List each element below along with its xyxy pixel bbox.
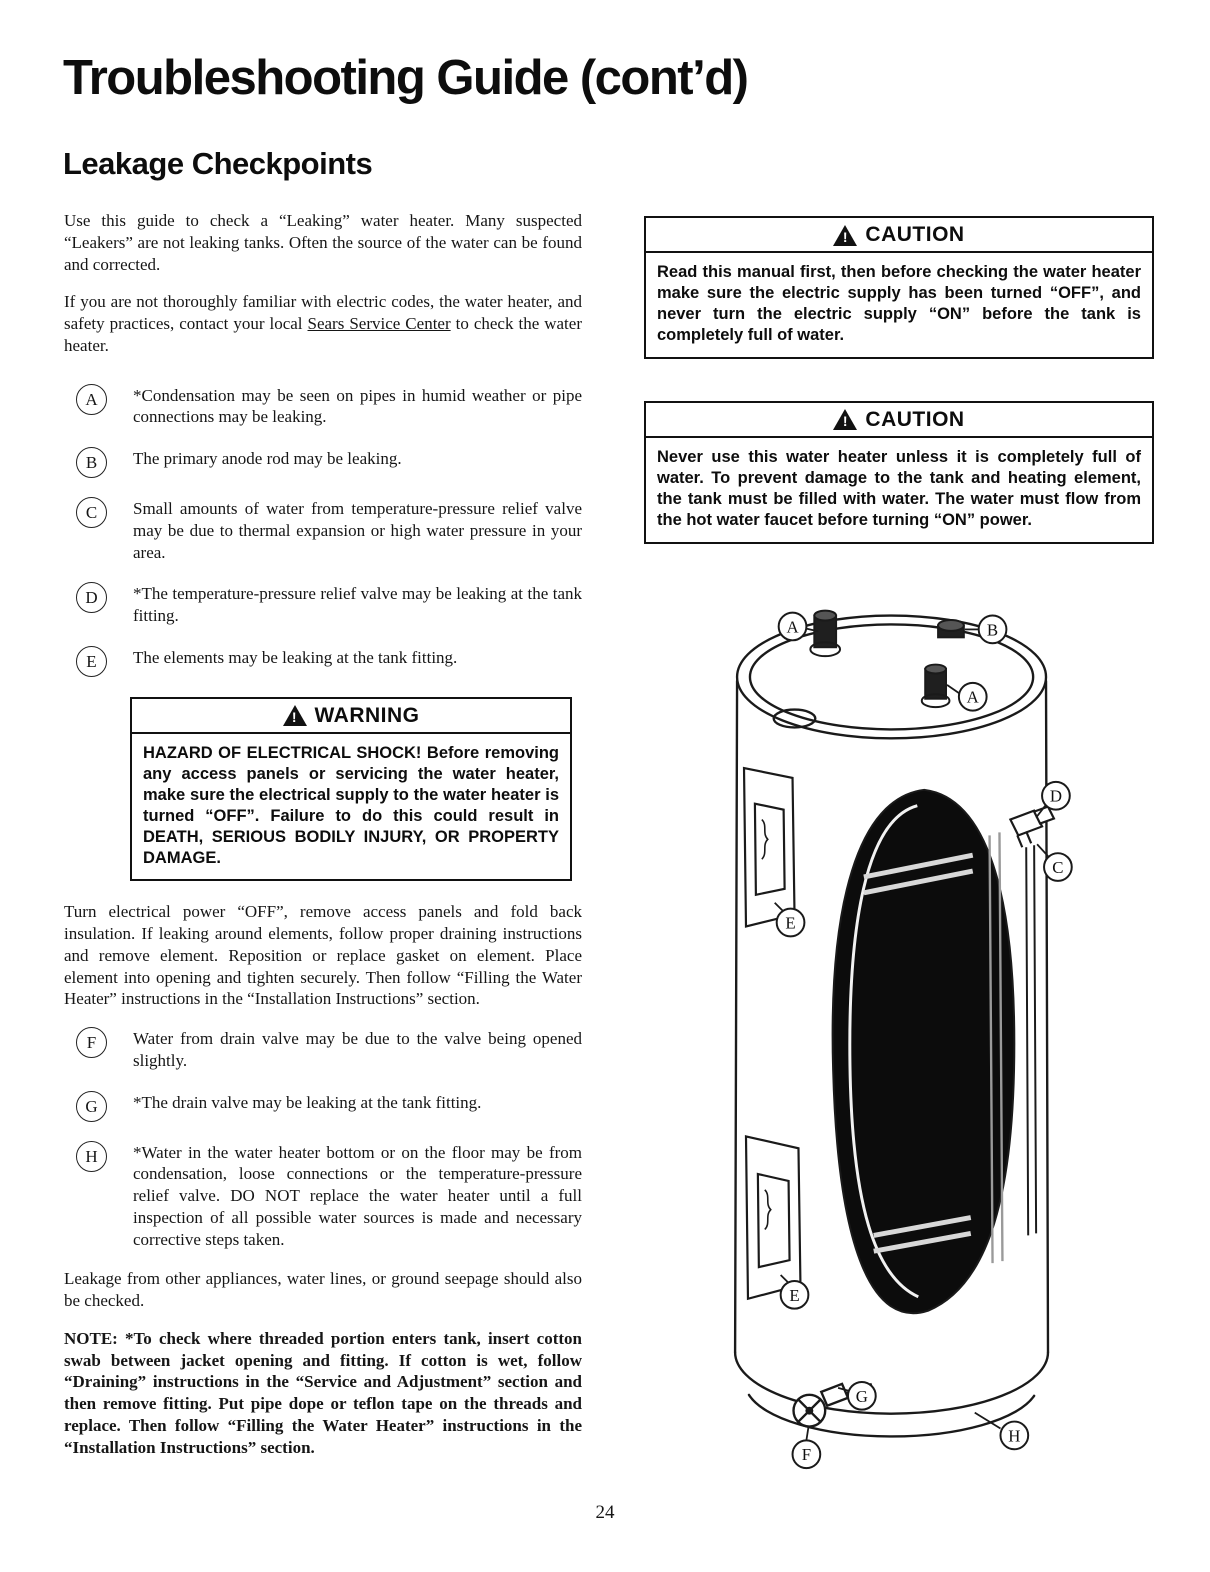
checkpoint-c <box>76 496 582 563</box>
warning-box <box>130 697 572 882</box>
checkpoint-letter-badge: C <box>76 497 107 528</box>
caution-box-header <box>646 403 1152 438</box>
intro-p2-post: to check the water heater. <box>64 314 582 355</box>
callout-label: C <box>1052 857 1064 877</box>
page-title: Troubleshooting Guide (cont’d) <box>63 51 748 105</box>
checkpoint-b <box>76 446 582 478</box>
checkpoint-h <box>76 1140 582 1251</box>
checkpoint-letter-badge: F <box>76 1027 107 1058</box>
warning-triangle-icon: ! <box>833 225 857 246</box>
relief-pipe <box>1026 845 1036 1235</box>
intro-p2-pre: If you are not thoroughly familiar with electric codes, the water heater, and safety practices, contact your local <box>64 292 582 333</box>
callout-label: F <box>801 1444 812 1464</box>
checkpoint-letter-badge: H <box>76 1141 107 1172</box>
checkpoint-d <box>76 581 582 627</box>
checkpoint-text: The primary anode rod may be leaking. <box>133 449 402 468</box>
callout-label: D <box>1049 786 1062 806</box>
caution-box-header <box>646 218 1152 253</box>
warning-triangle-icon: ! <box>283 705 307 726</box>
checkpoint-g <box>76 1090 582 1122</box>
callout-label: A <box>966 687 979 707</box>
checkpoint-text: Small amounts of water from temperature-pressure relief valve may be due to thermal expansion or high water pressure in your area. <box>133 499 582 562</box>
checkpoint-text: *The drain valve may be leaking at the tank fitting. <box>133 1092 482 1112</box>
callout-label: G <box>855 1386 868 1406</box>
caution-header-text: CAUTION <box>865 223 965 246</box>
checkpoint-text: The elements may be leaking at the tank fitting. <box>133 647 458 667</box>
element-service-paragraph: Turn electrical power “OFF”, remove access panels and fold back insulation. If leaking around elements, follow proper draining instructions and remove element. Reposition or replace gasket on element. Place element into opening and tighten securely. Then follow “Filling the Water Heater” instructions in the “Installation Instructions” section. <box>64 902 582 1009</box>
left-column <box>64 210 582 1474</box>
leakage-other-sources-paragraph: Leakage from other appliances, water lines, or ground seepage should also be checked. <box>64 1269 582 1311</box>
cutaway-opening <box>833 789 1015 1312</box>
checkpoint-letter-badge: A <box>76 384 107 415</box>
checkpoint-text: Water from drain valve may be due to the valve being opened slightly. <box>133 1029 582 1070</box>
callout-label: B <box>986 619 999 639</box>
sears-service-center-reference: Sears Service Center <box>307 314 451 333</box>
caution-box-2 <box>644 401 1154 544</box>
intro-paragraph-2 <box>64 291 582 356</box>
checkpoint-text: *The temperature-pressure relief valve may be leaking at the tank fitting. <box>133 584 582 625</box>
checkpoint-text: *Condensation may be seen on pipes in humid weather or pipe connections may be leaking. <box>133 385 582 427</box>
callout-label: E <box>785 913 796 933</box>
caution-box-body: Read this manual first, then before checking the water heater make sure the electric supply has been turned “OFF”, and never turn the electric supply “ON” before the tank is completely full of water. <box>657 263 1141 344</box>
caution-header-text: CAUTION <box>865 407 965 431</box>
access-panels <box>744 768 800 1299</box>
water-heater-cutaway-diagram <box>644 570 1149 1481</box>
checkpoint-letter-badge: D <box>76 582 107 613</box>
checkpoint-letter-badge: E <box>76 646 107 677</box>
warning-box-header <box>132 699 570 734</box>
intro-paragraph-1: Use this guide to check a “Leaking” water heater. Many suspected “Leakers” are not leaking tanks. Often the source of the water can be found and corrected. <box>64 211 582 274</box>
page-number: 24 <box>595 1502 615 1523</box>
warning-triangle-icon: ! <box>833 409 857 430</box>
caution-box-1 <box>644 216 1154 359</box>
warning-header-text: WARNING <box>314 703 420 727</box>
checkpoint-text: *Water in the water heater bottom or on the floor may be from condensation, loose connections or the temperature-pressure relief valve. DO NOT replace the water heater until a full inspection of all possible water sources is made and necessary corrective steps taken. <box>133 1142 582 1249</box>
checkpoint-letter-badge: B <box>76 447 107 478</box>
section-title: Leakage Checkpoints <box>63 146 373 181</box>
warning-box-body: HAZARD OF ELECTRICAL SHOCK! Before removing any access panels or servicing the water heater, make sure the electrical supply to the water heater is turned “OFF”. Failure to do this could result in DEATH, SERIOUS BODILY INJURY, OR PROPERTY DAMAGE. <box>143 743 559 867</box>
checkpoint-f <box>76 1026 582 1072</box>
callout-label: A <box>786 617 799 637</box>
checkpoint-a <box>76 383 582 429</box>
checkpoint-letter-badge: G <box>76 1091 107 1122</box>
callout-label: E <box>789 1285 800 1305</box>
note-paragraph: NOTE: *To check where threaded portion enters tank, insert cotton swab between jacket opening and fitting. If cotton is wet, follow “Draining” instructions in the “Service and Adjustment” section and then remove fitting. Put pipe dope or teflon tape on the threads and replace. Then follow “Filling the Water Heater” instructions in the “Installation Instructions” section. <box>64 1328 582 1457</box>
checkpoint-e <box>76 645 582 677</box>
caution-box-body: Never use this water heater unless it is completely full of water. To prevent damage to the tank and heating element, the tank must be filled with water. The water must flow from the hot water faucet before turning “ON” power. <box>657 447 1141 529</box>
callout-label: H <box>1008 1425 1021 1445</box>
right-column <box>644 216 1154 1481</box>
